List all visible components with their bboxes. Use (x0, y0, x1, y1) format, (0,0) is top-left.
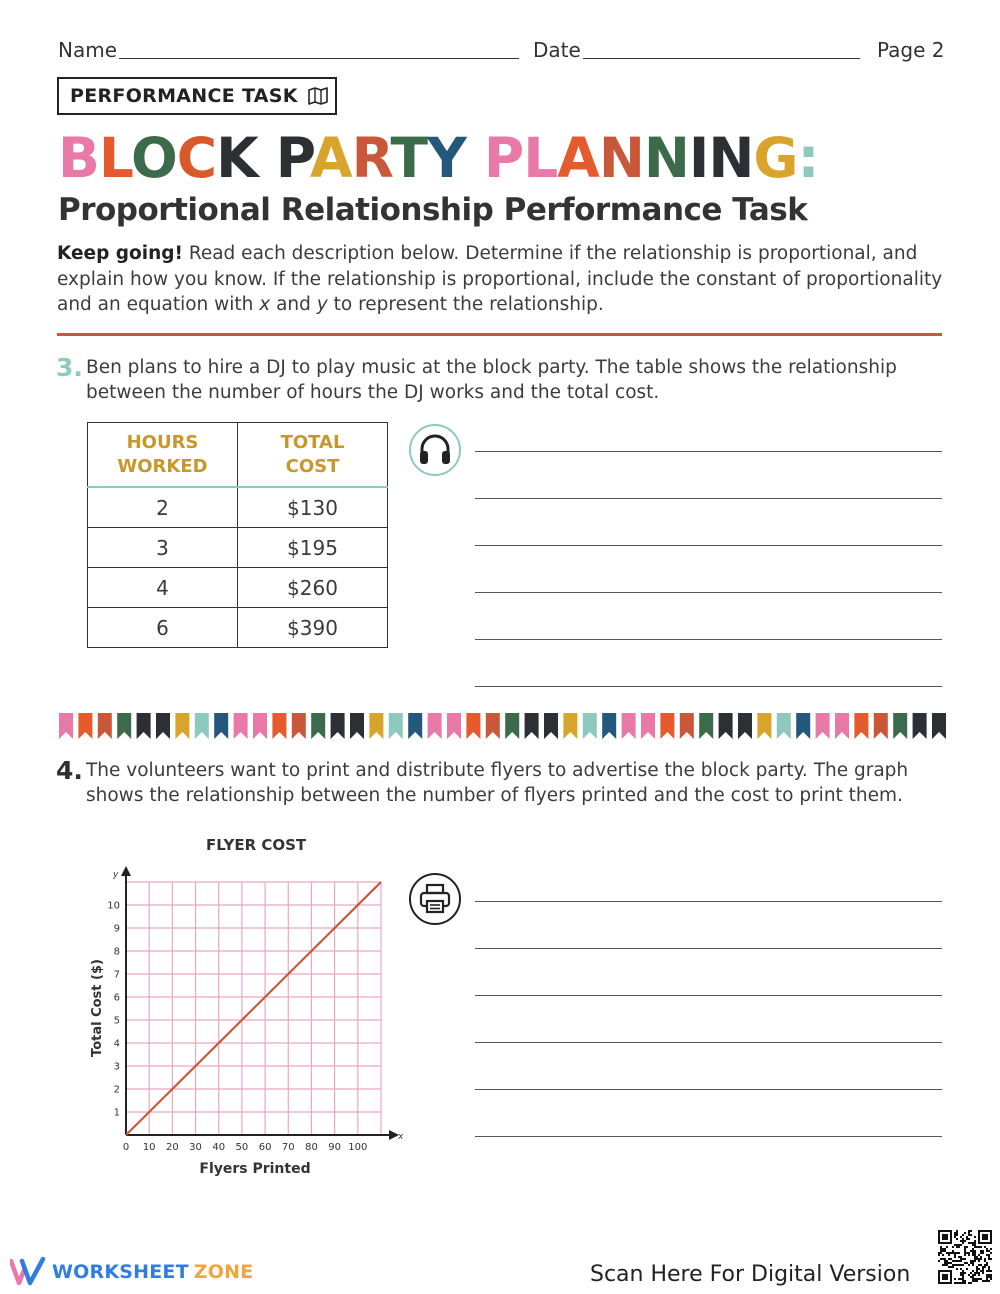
flyer-cost-chart (84, 862, 414, 1182)
x-tick-label: 70 (281, 1142, 295, 1153)
x-tick-label: 80 (305, 1142, 318, 1153)
title-letter: : (797, 125, 819, 190)
y-axis-arrow (121, 866, 131, 876)
pennant-flag (757, 713, 771, 739)
instructions-text: and (270, 294, 317, 315)
title-letter: B (58, 125, 99, 190)
col-header-hours-text: HOURS WORKED (117, 431, 208, 477)
x-tick-label: 90 (328, 1142, 342, 1153)
question-4-number: 4. (56, 756, 83, 785)
title-letter: I (688, 125, 709, 190)
pennant-flag (544, 713, 558, 739)
instructions-lead: Keep going! (57, 243, 183, 264)
question-4-text: The volunteers want to print and distribute flyers to advertise the block party. The graph shows the relationship between the number of flyers printed and the cost to print them. (86, 760, 909, 806)
pennant-flag (234, 713, 248, 739)
pennant-flag (447, 713, 461, 739)
title-letter: T (390, 125, 428, 190)
badge-label: PERFORMANCE TASK (70, 85, 298, 107)
y-axis-label: Total Cost ($) (90, 959, 105, 1057)
pennant-flag (78, 713, 92, 739)
scan-caption: Scan Here For Digital Version (590, 1262, 911, 1287)
pennant-flag (98, 713, 112, 739)
table-cell: 2 (88, 487, 238, 528)
answer-line[interactable] (475, 639, 942, 640)
answer-line[interactable] (475, 545, 942, 546)
answer-line[interactable] (475, 948, 942, 949)
page-title (58, 125, 819, 190)
answer-line[interactable] (475, 1136, 942, 1137)
table-row (88, 487, 388, 528)
pennant-flag (913, 713, 927, 739)
pennant-flag (389, 713, 403, 739)
pennant-flag (214, 713, 228, 739)
pennant-flag (777, 713, 791, 739)
y-tick-label: 5 (113, 1015, 120, 1027)
origin-label: 0 (122, 1142, 130, 1153)
title-letter: N (708, 125, 754, 190)
instructions-text: Read each description below. Determine if the relationship is proportional, and explain how you know. If the relationship is proportional, include the constant of proportionality and an equation with (57, 243, 943, 315)
question-3-text: Ben plans to hire a DJ to play music at the block party. The table shows the relationship between the number of hours the DJ works and the total cost. (86, 357, 897, 403)
table-header-row (88, 423, 388, 488)
answer-line[interactable] (475, 901, 942, 902)
table-row (88, 608, 388, 648)
y-tick-label: 9 (113, 923, 120, 935)
pennant-flag (156, 713, 170, 739)
table-row (88, 568, 388, 608)
answer-line[interactable] (475, 1042, 942, 1043)
pennant-flag (505, 713, 519, 739)
date-field-line[interactable] (583, 58, 860, 59)
pennant-flag (331, 713, 345, 739)
title-letter: C (176, 125, 217, 190)
pennant-flag (816, 713, 830, 739)
col-header-cost-text: TOTAL COST (280, 431, 345, 477)
headphones-icon (409, 424, 461, 476)
pennant-flag (874, 713, 888, 739)
date-label: Date (533, 38, 581, 62)
pennant-flag (311, 713, 325, 739)
title-word (483, 125, 819, 190)
x-tick-label: 40 (212, 1142, 226, 1153)
y-tick-label: 7 (113, 969, 120, 981)
title-letter: L (98, 125, 132, 190)
pennant-flag (854, 713, 868, 739)
var-y: y (316, 294, 328, 315)
performance-task-badge (57, 77, 337, 115)
table-cell: 3 (88, 528, 238, 568)
dj-cost-table (87, 422, 388, 648)
brand-name-2: ZONE (193, 1261, 254, 1283)
title-letter: A (310, 125, 352, 190)
question-3-number: 3. (56, 353, 83, 382)
title-word (58, 125, 258, 190)
pennant-flag (253, 713, 267, 739)
x-axis-label: Flyers Printed (199, 1161, 311, 1177)
brand-name-1: WORKSHEET (52, 1261, 189, 1283)
x-tick-label: 30 (189, 1142, 202, 1153)
y-tick-label: 8 (113, 946, 120, 958)
title-letter: L (523, 125, 558, 190)
page-subtitle: Proportional Relationship Performance Task (58, 192, 808, 228)
pennant-flag (796, 713, 810, 739)
title-letter: G (753, 125, 798, 190)
answer-line[interactable] (475, 451, 942, 452)
y-tick-label: 3 (113, 1061, 120, 1073)
answer-line[interactable] (475, 995, 942, 996)
pennant-flag (272, 713, 286, 739)
x-tick-label: 60 (258, 1142, 272, 1153)
printer-icon (409, 873, 461, 925)
table-cell: $195 (238, 528, 388, 568)
pennant-flag (583, 713, 597, 739)
table-cell: $390 (238, 608, 388, 648)
answer-line[interactable] (475, 686, 942, 687)
title-letter: P (275, 125, 311, 190)
pennant-flag (893, 713, 907, 739)
table-row (88, 528, 388, 568)
pennant-flag (292, 713, 306, 739)
pennant-flag (486, 713, 500, 739)
y-axis-variable: y (113, 870, 119, 880)
pennant-flag (466, 713, 480, 739)
y-tick-label: 4 (113, 1038, 120, 1050)
y-tick-label: 1 (113, 1107, 120, 1119)
pennant-flag (369, 713, 383, 739)
logo-mark-icon (10, 1257, 46, 1287)
col-header-hours (88, 423, 238, 488)
pennant-flag (350, 713, 364, 739)
pennant-flag (680, 713, 694, 739)
pennant-flag (117, 713, 131, 739)
y-tick-label: 2 (113, 1084, 120, 1096)
title-word (275, 125, 466, 190)
pennant-flag (563, 713, 577, 739)
title-letter: A (557, 125, 599, 190)
pennant-flag (738, 713, 752, 739)
pennant-banner (57, 712, 952, 740)
col-header-cost (238, 423, 388, 488)
title-letter: K (216, 125, 258, 190)
pennant-flag (835, 713, 849, 739)
page-number: Page 2 (877, 38, 945, 62)
x-axis-variable: x (398, 1132, 404, 1142)
map-icon (308, 87, 328, 105)
y-tick-label: 10 (107, 900, 120, 912)
pennant-flag (641, 713, 655, 739)
series-line (126, 882, 381, 1135)
chart-title: FLYER COST (206, 836, 307, 854)
y-tick-label: 6 (113, 992, 120, 1004)
x-tick-label: 10 (142, 1142, 156, 1153)
title-letter: N (643, 125, 689, 190)
table-cell: 4 (88, 568, 238, 608)
answer-line[interactable] (475, 1089, 942, 1090)
pennant-flag (59, 713, 73, 739)
pennant-flag (932, 713, 946, 739)
name-field-line[interactable] (119, 58, 519, 59)
pennant-flag (602, 713, 616, 739)
x-tick-label: 100 (348, 1142, 368, 1153)
pennant-flag (525, 713, 539, 739)
title-letter: N (598, 125, 644, 190)
name-label: Name (58, 38, 118, 62)
title-letter: Y (427, 125, 466, 190)
qr-code-icon[interactable] (936, 1228, 994, 1286)
var-x: x (259, 294, 271, 315)
instructions (57, 241, 947, 318)
title-letter: P (483, 125, 524, 190)
table-cell: $260 (238, 568, 388, 608)
pennant-flag (719, 713, 733, 739)
pennant-flag (699, 713, 713, 739)
instructions-text: to represent the relationship. (327, 294, 604, 315)
pennant-flag (428, 713, 442, 739)
pennant-flag (137, 713, 151, 739)
pennant-flag (175, 713, 189, 739)
pennant-flag (195, 713, 209, 739)
table-cell: 6 (88, 608, 238, 648)
table-cell: $130 (238, 487, 388, 528)
title-letter: O (131, 125, 177, 190)
answer-line[interactable] (475, 498, 942, 499)
pennant-flag (660, 713, 674, 739)
answer-line[interactable] (475, 592, 942, 593)
x-tick-label: 20 (165, 1142, 179, 1153)
worksheet-zone-logo[interactable] (10, 1257, 253, 1287)
section-divider (57, 333, 942, 336)
title-letter: R (351, 125, 391, 190)
x-tick-label: 50 (235, 1142, 249, 1153)
pennant-flag (408, 713, 422, 739)
pennant-flag (622, 713, 636, 739)
